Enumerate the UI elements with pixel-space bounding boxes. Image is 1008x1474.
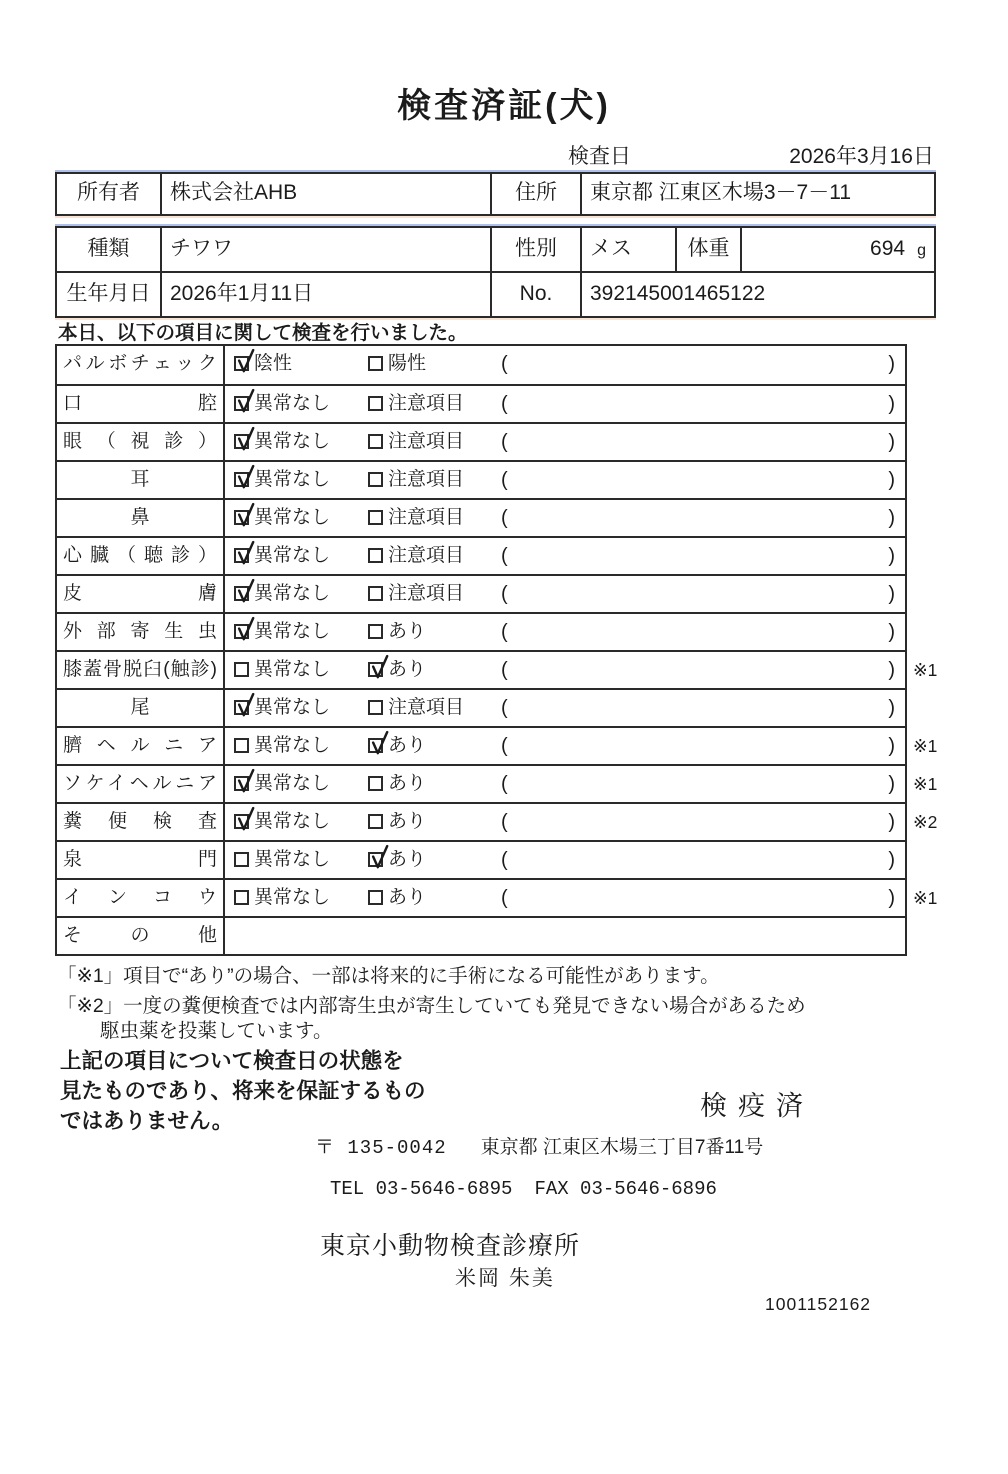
serial-number: 1001152162 bbox=[765, 1294, 872, 1314]
paren-open: ( bbox=[501, 697, 508, 719]
option-2-label: あり bbox=[388, 659, 427, 680]
inspection-row bbox=[57, 384, 905, 422]
item-label: 糞便検査 bbox=[57, 804, 225, 840]
option-2 bbox=[368, 538, 464, 574]
paren-open: ( bbox=[501, 431, 508, 453]
checkbox-1 bbox=[234, 586, 249, 601]
option-2 bbox=[368, 346, 426, 382]
option-2-label: あり bbox=[388, 773, 427, 794]
sex-value: メス bbox=[582, 228, 677, 271]
option-1-label: 異常なし bbox=[254, 887, 331, 908]
inspection-row bbox=[57, 878, 938, 916]
paren-open: ( bbox=[501, 469, 508, 491]
inspection-row bbox=[57, 574, 905, 612]
id-number-value: 392145001465122 bbox=[590, 282, 766, 305]
footnote-ref: ※1 bbox=[913, 888, 938, 908]
paren-close: ) bbox=[888, 621, 895, 643]
intro-statement: 本日、以下の項目に関して検査を行いました。 bbox=[58, 322, 468, 344]
checkbox-1 bbox=[234, 396, 249, 411]
checkbox-1 bbox=[234, 852, 249, 867]
option-2-label: あり bbox=[388, 811, 427, 832]
option-2-label: 注意項目 bbox=[388, 431, 465, 452]
item-label: ソケイヘルニア bbox=[57, 766, 225, 802]
inspection-row bbox=[57, 612, 905, 650]
option-2 bbox=[368, 652, 426, 688]
weight-value: 694 g bbox=[870, 237, 926, 260]
item-label: 眼（視診） bbox=[57, 424, 225, 460]
item-label: 皮膚 bbox=[57, 576, 225, 612]
inspection-row bbox=[57, 346, 905, 384]
checkbox-2 bbox=[368, 548, 383, 563]
option-2 bbox=[368, 500, 464, 536]
item-options bbox=[225, 614, 905, 650]
option-1 bbox=[234, 386, 330, 422]
paren-close: ) bbox=[888, 353, 895, 375]
paren-open: ( bbox=[501, 353, 508, 375]
item-options bbox=[225, 500, 905, 536]
weight-label: 体重 bbox=[677, 228, 742, 271]
checkbox-1 bbox=[234, 510, 249, 525]
clinic-tel: TEL 03-5646-6895 bbox=[330, 1178, 513, 1200]
item-label: インコウ bbox=[57, 880, 225, 916]
checkbox-2 bbox=[368, 624, 383, 639]
clinic-phone-line bbox=[330, 1178, 717, 1200]
paren-close: ) bbox=[888, 697, 895, 719]
inspection-row bbox=[57, 498, 905, 536]
paren-open: ( bbox=[501, 659, 508, 681]
option-2 bbox=[368, 424, 464, 460]
birthdate-label: 生年月日 bbox=[57, 273, 162, 316]
checkbox-1 bbox=[234, 890, 249, 905]
option-1-label: 陰性 bbox=[254, 353, 293, 374]
item-options bbox=[225, 652, 905, 688]
paren-close: ) bbox=[888, 431, 895, 453]
option-1-label: 異常なし bbox=[254, 469, 331, 490]
option-1-label: 異常なし bbox=[254, 583, 331, 604]
paren-open: ( bbox=[501, 545, 508, 567]
option-2-label: 注意項目 bbox=[388, 507, 465, 528]
footnote-ref: ※1 bbox=[913, 774, 938, 794]
checkbox-2 bbox=[368, 396, 383, 411]
paren-close: ) bbox=[888, 849, 895, 871]
inspection-row bbox=[57, 460, 905, 498]
item-options bbox=[225, 576, 905, 612]
checkbox-1 bbox=[234, 356, 249, 371]
item-options bbox=[225, 880, 905, 916]
checkbox-2 bbox=[368, 662, 383, 677]
option-1 bbox=[234, 690, 330, 726]
item-label: 耳 bbox=[57, 462, 225, 498]
paren-close: ) bbox=[888, 507, 895, 529]
item-label: 膝蓋骨脱臼(触診) bbox=[57, 652, 225, 688]
option-2 bbox=[368, 690, 464, 726]
option-2 bbox=[368, 462, 464, 498]
item-options bbox=[225, 424, 905, 460]
checkbox-1 bbox=[234, 434, 249, 449]
paren-close: ) bbox=[888, 583, 895, 605]
inspection-row bbox=[57, 422, 905, 460]
item-options bbox=[225, 842, 905, 878]
weight-unit: g bbox=[917, 242, 926, 259]
paren-open: ( bbox=[501, 849, 508, 871]
paren-close: ) bbox=[888, 811, 895, 833]
address-label: 住所 bbox=[492, 174, 582, 214]
breed-label: 種類 bbox=[57, 228, 162, 271]
option-1 bbox=[234, 346, 292, 382]
option-1 bbox=[234, 842, 330, 878]
option-2 bbox=[368, 766, 426, 802]
footnote-ref: ※1 bbox=[913, 660, 938, 680]
option-2 bbox=[368, 614, 426, 650]
option-2-label: 注意項目 bbox=[388, 583, 465, 604]
item-label: 鼻 bbox=[57, 500, 225, 536]
clinic-address: 東京都 江東区木場三丁目7番11号 bbox=[480, 1137, 764, 1158]
checkbox-2 bbox=[368, 472, 383, 487]
quarantine-stamp: 検疫済 bbox=[700, 1091, 814, 1121]
checkbox-2 bbox=[368, 738, 383, 753]
option-1 bbox=[234, 766, 330, 802]
examiner-name: 米岡 朱美 bbox=[455, 1267, 555, 1290]
option-1-label: 異常なし bbox=[254, 773, 331, 794]
owner-table bbox=[55, 172, 936, 216]
option-1 bbox=[234, 614, 330, 650]
option-1 bbox=[234, 880, 330, 916]
item-label: 臍ヘルニア bbox=[57, 728, 225, 764]
inspection-row bbox=[57, 764, 938, 802]
item-options bbox=[225, 918, 905, 954]
paren-close: ) bbox=[888, 545, 895, 567]
option-1 bbox=[234, 728, 330, 764]
postal-code: 〒 135-0042 bbox=[315, 1137, 447, 1159]
breed-value: チワワ bbox=[162, 228, 492, 271]
item-options bbox=[225, 804, 905, 840]
footnote-ref: ※2 bbox=[913, 812, 938, 832]
option-2 bbox=[368, 728, 426, 764]
footnote-2: 「※2」一度の糞便検査では内部寄生虫が寄生していても発見できない場合があるため bbox=[57, 995, 806, 1017]
checkbox-1 bbox=[234, 472, 249, 487]
option-1 bbox=[234, 462, 330, 498]
paren-close: ) bbox=[888, 469, 895, 491]
inspection-row bbox=[57, 802, 938, 840]
item-options bbox=[225, 766, 905, 802]
inspection-row bbox=[57, 688, 905, 726]
option-1-label: 異常なし bbox=[254, 507, 331, 528]
option-2-label: あり bbox=[388, 887, 427, 908]
paren-close: ) bbox=[888, 393, 895, 415]
checkbox-2 bbox=[368, 890, 383, 905]
checkbox-2 bbox=[368, 510, 383, 525]
checkbox-1 bbox=[234, 548, 249, 563]
footnote-2-continued: 駆虫薬を投薬しています。 bbox=[100, 1020, 333, 1042]
inspection-row bbox=[57, 650, 938, 688]
clinic-fax: FAX 03-5646-6896 bbox=[534, 1178, 717, 1200]
option-2 bbox=[368, 386, 464, 422]
inspection-date-label: 検査日 bbox=[568, 145, 631, 168]
paren-open: ( bbox=[501, 887, 508, 909]
paren-open: ( bbox=[501, 583, 508, 605]
item-options bbox=[225, 538, 905, 574]
item-label: 心臓（聴診） bbox=[57, 538, 225, 574]
address-value: 東京都 江東区木場3－7－11 bbox=[590, 181, 851, 204]
checkbox-2 bbox=[368, 852, 383, 867]
item-label: 口腔 bbox=[57, 386, 225, 422]
paren-close: ) bbox=[888, 773, 895, 795]
option-1-label: 異常なし bbox=[254, 431, 331, 452]
inspection-row bbox=[57, 840, 905, 878]
checkbox-2 bbox=[368, 700, 383, 715]
option-2-label: 陽性 bbox=[388, 353, 427, 374]
option-1-label: 異常なし bbox=[254, 849, 331, 870]
option-2-label: 注意項目 bbox=[388, 545, 465, 566]
pet-row-2 bbox=[57, 271, 934, 316]
checkbox-1 bbox=[234, 662, 249, 677]
paren-close: ) bbox=[888, 735, 895, 757]
item-label: 尾 bbox=[57, 690, 225, 726]
checkbox-2 bbox=[368, 434, 383, 449]
option-1-label: 異常なし bbox=[254, 697, 331, 718]
option-2-label: あり bbox=[388, 849, 427, 870]
paren-close: ) bbox=[888, 887, 895, 909]
checkbox-2 bbox=[368, 356, 383, 371]
option-2-label: あり bbox=[388, 735, 427, 756]
checkbox-1 bbox=[234, 814, 249, 829]
item-options bbox=[225, 346, 905, 384]
inspection-row bbox=[57, 536, 905, 574]
footnote-ref: ※1 bbox=[913, 736, 938, 756]
owner-label: 所有者 bbox=[57, 174, 162, 214]
option-2 bbox=[368, 842, 426, 878]
checkbox-1 bbox=[234, 700, 249, 715]
checkbox-1 bbox=[234, 776, 249, 791]
checkbox-1 bbox=[234, 738, 249, 753]
paren-close: ) bbox=[888, 659, 895, 681]
birthdate-value: 2026年1月11日 bbox=[162, 273, 492, 316]
inspection-row bbox=[57, 916, 905, 954]
inspection-table bbox=[55, 344, 938, 956]
sex-label: 性別 bbox=[492, 228, 582, 271]
paren-open: ( bbox=[501, 393, 508, 415]
item-label: パルボチェック bbox=[57, 346, 225, 384]
checkbox-2 bbox=[368, 586, 383, 601]
checkbox-1 bbox=[234, 624, 249, 639]
disclaimer-text: 上記の項目について検査日の状態を 見たものであり、将来を保証するもの ではありません。 bbox=[60, 1049, 426, 1133]
option-1-label: 異常なし bbox=[254, 811, 331, 832]
item-options bbox=[225, 386, 905, 422]
option-1-label: 異常なし bbox=[254, 659, 331, 680]
id-number-label: No. bbox=[492, 273, 582, 316]
option-1-label: 異常なし bbox=[254, 545, 331, 566]
option-2-label: あり bbox=[388, 621, 427, 642]
paren-open: ( bbox=[501, 507, 508, 529]
paren-open: ( bbox=[501, 773, 508, 795]
inspection-row bbox=[57, 726, 938, 764]
option-1 bbox=[234, 538, 330, 574]
option-1-label: 異常なし bbox=[254, 393, 331, 414]
option-2 bbox=[368, 880, 426, 916]
footnote-1: 「※1」項目で“あり”の場合、一部は将来的に手術になる可能性があります。 bbox=[57, 965, 720, 987]
pet-table bbox=[55, 226, 936, 318]
inspection-date-value: 2026年3月16日 bbox=[789, 145, 934, 168]
option-2-label: 注意項目 bbox=[388, 697, 465, 718]
item-label: 泉門 bbox=[57, 842, 225, 878]
clinic-address-line bbox=[315, 1132, 763, 1159]
option-1 bbox=[234, 576, 330, 612]
option-1-label: 異常なし bbox=[254, 735, 331, 756]
option-2-label: 注意項目 bbox=[388, 393, 465, 414]
option-2 bbox=[368, 804, 426, 840]
checkbox-2 bbox=[368, 814, 383, 829]
paren-open: ( bbox=[501, 811, 508, 833]
option-1 bbox=[234, 424, 330, 460]
checkbox-2 bbox=[368, 776, 383, 791]
clinic-name: 東京小動物検査診療所 bbox=[320, 1232, 581, 1260]
page-title: 検査済証(犬) bbox=[397, 87, 611, 125]
item-label: 外部寄生虫 bbox=[57, 614, 225, 650]
paren-open: ( bbox=[501, 735, 508, 757]
option-1 bbox=[234, 500, 330, 536]
option-2 bbox=[368, 576, 464, 612]
option-1-label: 異常なし bbox=[254, 621, 331, 642]
item-options bbox=[225, 690, 905, 726]
owner-value: 株式会社AHB bbox=[162, 174, 492, 214]
item-options bbox=[225, 728, 905, 764]
option-1 bbox=[234, 652, 330, 688]
item-options bbox=[225, 462, 905, 498]
option-2-label: 注意項目 bbox=[388, 469, 465, 490]
option-1 bbox=[234, 804, 330, 840]
paren-open: ( bbox=[501, 621, 508, 643]
item-label: その他 bbox=[57, 918, 225, 954]
pet-row-1 bbox=[57, 228, 934, 271]
owner-row bbox=[57, 174, 934, 214]
